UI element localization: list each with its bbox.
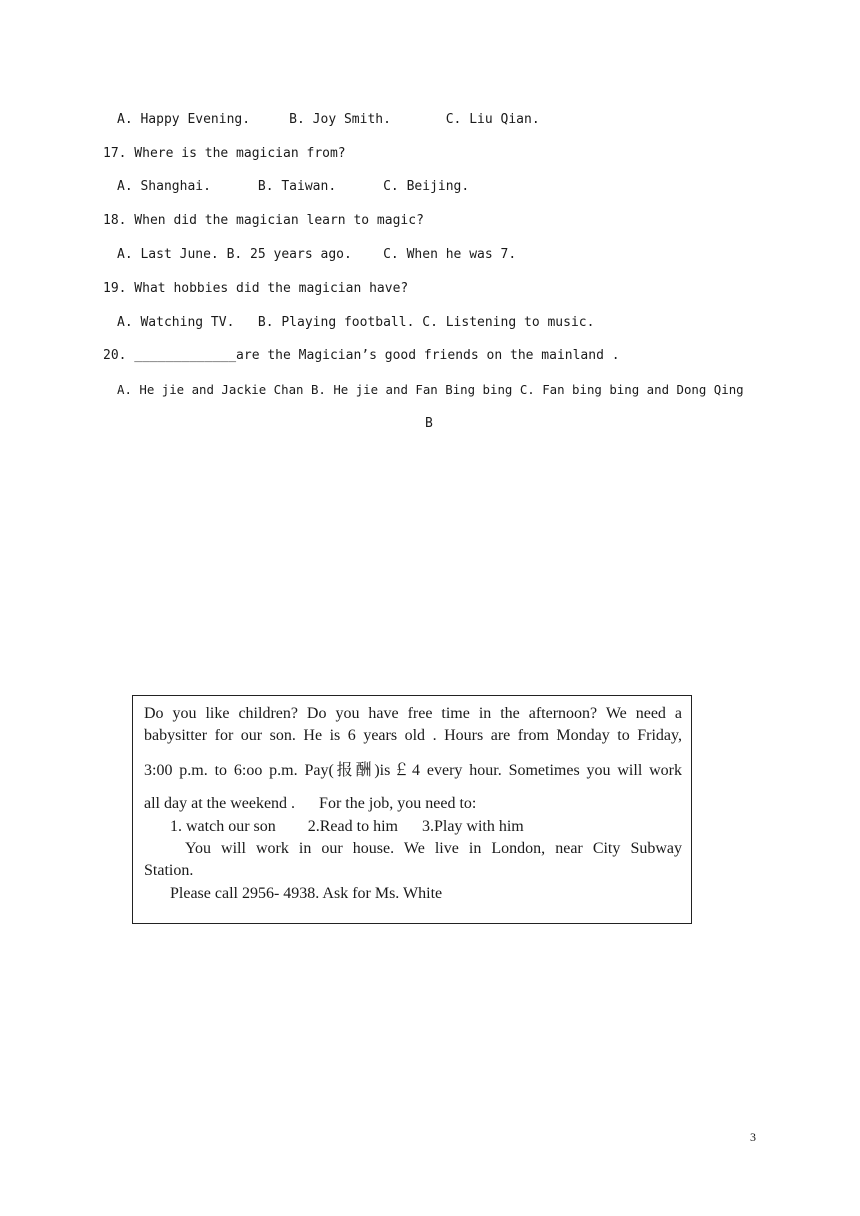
ad-line-6: You will work in our house. We live in London, near City Subway [185, 840, 682, 857]
section-label: B [425, 416, 433, 431]
q18-options: A. Last June. B. 25 years ago. C. When he was 7. [117, 247, 517, 262]
q18-question: 18. When did the magician learn to magic? [103, 213, 424, 228]
ad-line-8: Please call 2956- 4938. Ask for Ms. White [170, 885, 443, 902]
q20-question: 20. _____________are the Magician’s good friends on the mainland . [103, 348, 620, 363]
ad-line-4: all day at the weekend . For the job, you need to: [144, 795, 477, 812]
ad-line-1: Do you like children? Do you have free time in the afternoon? We need a [144, 705, 682, 722]
q17-question: 17. Where is the magician from? [103, 146, 346, 161]
ad-line-7: Station. [144, 862, 194, 879]
babysitter-ad-box [132, 695, 692, 924]
q20-options: A. He jie and Jackie Chan B. He jie and Fan Bing bing C. Fan bing bing and Dong Qing [117, 382, 744, 397]
page-number: 3 [750, 1130, 756, 1144]
q19-options: A. Watching TV. B. Playing football. C. Listening to music. [117, 315, 595, 330]
q17-options: A. Shanghai. B. Taiwan. C. Beijing. [117, 179, 470, 194]
ad-line-2: babysitter for our son. He is 6 years old . Hours are from Monday to Friday, [144, 727, 682, 744]
q19-question: 19. What hobbies did the magician have? [103, 281, 409, 296]
q16-options: A. Happy Evening. B. Joy Smith. C. Liu Qian. [117, 112, 540, 127]
ad-line-3: 3:00 p.m. to 6:oo p.m. Pay(报酬)is￡4 every hour. Sometimes you will work [144, 762, 682, 779]
ad-line-5: 1. watch our son 2.Read to him 3.Play with him [170, 818, 524, 835]
